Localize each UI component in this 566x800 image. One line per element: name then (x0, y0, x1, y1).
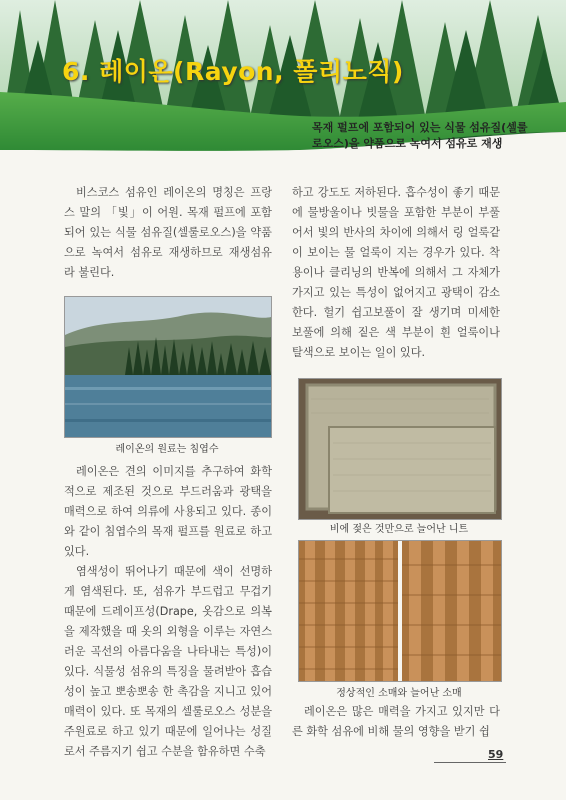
left-paragraph-1: 비스코스 섬유인 레이온의 명칭은 프랑스 말의 「빛」이 어원. 목재 펄프에 포함되어 있는 식물 섬유질(셀룰로오스)을 약품으로 녹여서 섬유로 재생하므로 재생섬유라 불린다. (64, 186, 272, 279)
figure3-caption: 정상적인 소매와 늘어난 소매 (336, 688, 462, 699)
section-subtitle: 목재 펄프에 포함되어 있는 식물 섬유질(셀룰로오스)을 약품으로 녹여서 섬유로 재생 (312, 121, 528, 150)
forest-illustration (0, 0, 566, 200)
right-paragraph-1: 하고 강도도 저하된다. 흡수성이 좋기 때문에 물방울이나 빗물을 포함한 부분이 부풀어서 빛의 반사의 차이에 의해서 링 얼룩같이 보이는 물 얼룩이 지는 경우가 있다. 착용이나 클리닝의 반복에 의해서 그 자체가 가지고 있는 특성이 없어지고 광택이 감소한다. 헐기 쉽고보풀이 잘 생기며 미세한 보풀에 의해 짙은 색 부분이 흰 얼룩이나 탈색으로 보이는 일이 있다. (292, 186, 500, 359)
stretched-knit-photo (298, 378, 502, 520)
right-paragraph-2: 레이온은 많은 매력을 가지고 있지만 다른 화학 섬유에 비해 물의 영향을 받기 쉽 (292, 705, 500, 738)
right-column-lower (292, 702, 500, 742)
figure1-caption: 레이온의 원료는 침엽수 (115, 444, 219, 455)
conifer-lake-photo (64, 296, 272, 438)
lake-forest-image (65, 297, 271, 437)
left-paragraph-2: 레이온은 견의 이미지를 추구하여 화학적으로 제조된 것으로 부드러움과 광택을 매력으로 하여 의류에 사용되고 있다. 종이와 같이 침엽수의 목재 펄프를 원료로 하고 있다. (64, 465, 272, 558)
page-title: 6. 레이온(Rayon, 폴리노직) (62, 57, 404, 86)
figure2-caption: 비에 젖은 것만으로 늘어난 니트 (329, 524, 469, 535)
forest-banner (0, 0, 566, 200)
page-number-rule (434, 762, 506, 763)
right-column (292, 183, 500, 363)
left-column-lower (64, 462, 272, 762)
left-column (64, 183, 272, 283)
page-number: 59 (488, 748, 504, 761)
sleeve-comparison-photo (298, 540, 502, 682)
knit-fabric-image (299, 379, 501, 519)
left-paragraph-3: 염색성이 뛰어나기 때문에 색이 선명하게 염색된다. 또, 섬유가 부드럽고 무겁기 때문에 드레이프성(Drape, 옷감으로 의복을 제작했을 때 옷의 외형을 이루는 자연스러운 곡선의 아름다움을 나타내는 특성)이 있다. 식물성 섬유의 특징을 물려받아 흡습성이 높고 뽀송뽀송 한 촉감을 지니고 있어 매력이 있다. 또 목재의 셀룰로오스 성분을 주원료로 하고 있기 때문에 일어나는 성질로서 주름지기 쉽고 수분을 함유하면 수축 (64, 565, 272, 758)
ribbed-sleeve-image (299, 541, 501, 681)
